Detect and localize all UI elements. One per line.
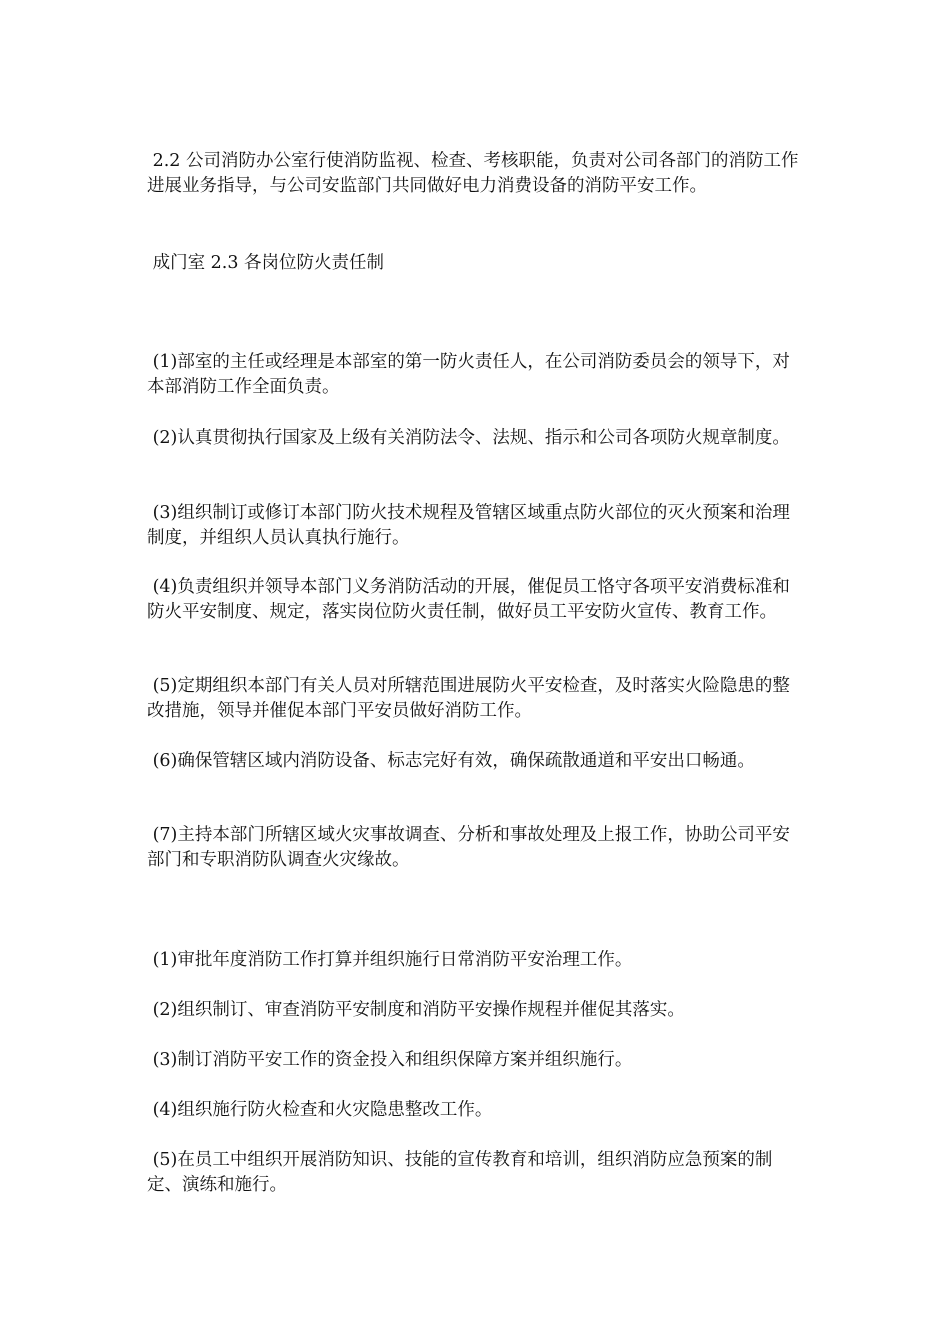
list-item-a6: (6)确保管辖区域内消防设备、标志完好有效，确保疏散通道和平安出口畅通。 (147, 751, 755, 771)
paragraph-2-2: 2.2 公司消防办公室行使消防监视、检查、考核职能，负责对公司各部门的消防工作进展业务指导，与公司安监部门共同做好电力消费设备的消防平安工作。 (147, 151, 799, 196)
list-item-b5: (5)在员工中组织开展消防知识、技能的宣传教育和培训，组织消防应急预案的制定、演练和施行。 (147, 1150, 773, 1195)
list-item-a5: (5)定期组织本部门有关人员对所辖范围进展防火平安检查，及时落实火险隐患的整改措施，领导并催促本部门平安员做好消防工作。 (147, 676, 790, 721)
list-item-b2: (2)组织制订、审查消防平安制度和消防平安操作规程并催促其落实。 (147, 1000, 685, 1020)
list-item-a2: (2)认真贯彻执行国家及上级有关消防法令、法规、指示和公司各项防火规章制度。 (147, 428, 790, 448)
section-heading-2-3: 成门室 2.3 各岗位防火责任制 (147, 253, 385, 273)
list-item-a3: (3)组织制订或修订本部门防火技术规程及管辖区域重点防火部位的灭火预案和治理制度，并组织人员认真执行施行。 (147, 503, 790, 548)
list-item-a4: (4)负责组织并领导本部门义务消防活动的开展，催促员工恪守各项平安消费标准和防火平安制度、规定，落实岗位防火责任制，做好员工平安防火宣传、教育工作。 (147, 577, 790, 622)
list-item-a7: (7)主持本部门所辖区域火灾事故调查、分析和事故处理及上报工作，协助公司平安部门和专职消防队调查火灾缘故。 (147, 825, 790, 870)
list-item-b4: (4)组织施行防火检查和火灾隐患整改工作。 (147, 1100, 493, 1120)
list-item-b3: (3)制订消防平安工作的资金投入和组织保障方案并组织施行。 (147, 1050, 633, 1070)
list-item-a1: (1)部室的主任或经理是本部室的第一防火责任人，在公司消防委员会的领导下，对本部消防工作全面负责。 (147, 352, 790, 397)
list-item-b1: (1)审批年度消防工作打算并组织施行日常消防平安治理工作。 (147, 950, 633, 970)
